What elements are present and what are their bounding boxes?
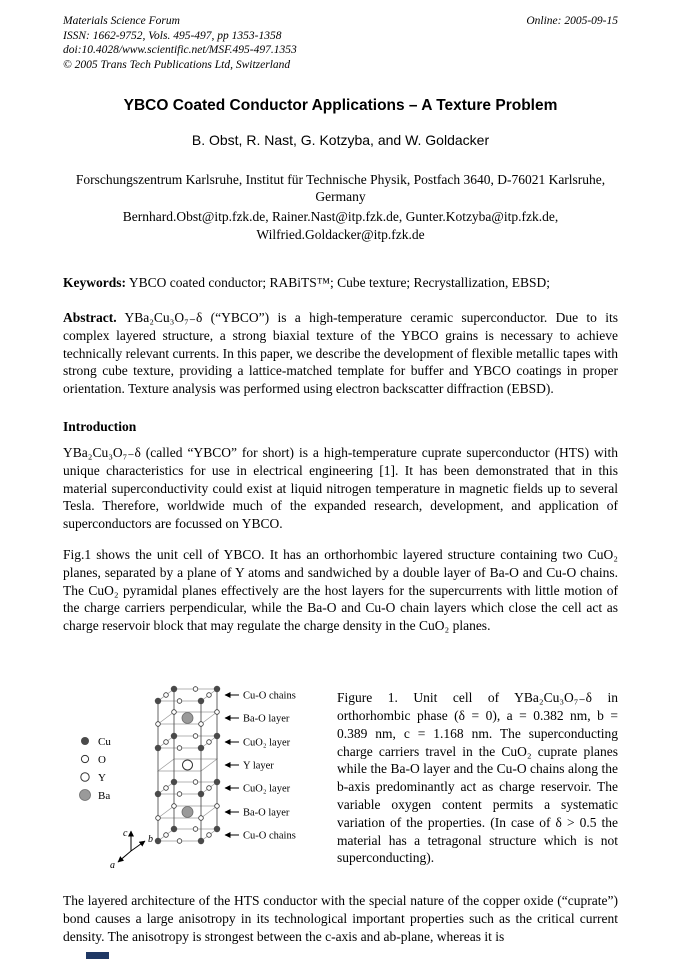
cuo2-lower-atoms — [155, 779, 220, 797]
layer-label-cu-o-top: Cu-O chains — [243, 690, 296, 702]
affiliation: Forschungszentrum Karlsruhe, Institut für Technische Physik, Postfach 3640, D-76021 Karlsruhe, Germany — [75, 171, 606, 205]
layer-labels — [225, 691, 296, 842]
y-legend-icon — [81, 773, 89, 781]
intro-paragraph-2: Fig.1 shows the unit cell of YBCO. It has an orthorhombic layered structure containing two CuO₂ planes, separated by a plane of Y atoms and sandwiched by a double layer of Ba-O and Cu-O chains. The CuO₂ pyramidal planes effectively are the host layers for the supercurrents with little motion of the charge carriers perpendicular, while the Ba-O and Cu-O chain layers which close the cell act as charge reservoir block that may regulate the charge density in the CuO₂ planes. — [63, 547, 618, 634]
layer-label-ba-o-top: Ba-O layer — [243, 713, 290, 725]
doi-line: doi:10.4028/www.scientific.net/MSF.495-497.1353 — [63, 44, 297, 57]
o-legend-icon — [81, 755, 88, 762]
authors-line: B. Obst, R. Nast, G. Kotzyba, and W. Goldacker — [191, 131, 490, 148]
unit-cell-figure — [63, 679, 331, 876]
layer-label-cuo2-top: CuO₂ layer — [243, 737, 291, 749]
cu-o-chain-bottom-atoms — [155, 826, 220, 844]
closing-paragraph: The layered architecture of the HTS conductor with the special nature of the copper oxide (“cuprate”) bond causes a large anisotropy in its technological important properties such as the critical current density. The anisotropy is strongest between the c-axis and ab-plane, whereas it is — [63, 893, 618, 944]
issn-line: ISSN: 1662-9752, Vols. 495-497, pp 1353-1358 — [63, 29, 282, 42]
bottom-edge-artifact — [86, 952, 109, 959]
abstract-label: Abstract. — [63, 309, 117, 325]
cuo2-upper-atoms — [155, 733, 220, 751]
axis-b-label: b — [148, 834, 153, 846]
copyright-line: © 2005 Trans Tech Publications Ltd, Switzerland — [63, 59, 291, 72]
unit-cell-svg — [63, 679, 331, 871]
layer-label-ba-o-bottom: Ba-O layer — [243, 807, 290, 819]
layer-label-cuo2-bottom: CuO₂ layer — [243, 783, 291, 795]
atom-legend — [80, 736, 112, 802]
keywords-label: Keywords: — [63, 275, 126, 291]
paper-title: YBCO Coated Conductor Applications – A Texture Problem — [123, 96, 558, 114]
keywords-text: YBCO coated conductor; RABiTS™; Cube texture; Recrystallization, EBSD; — [126, 275, 551, 291]
ba-legend-label: Ba — [98, 790, 111, 803]
intro-paragraph-1: YBa₂Cu₃O₇₋δ (called “YBCO” for short) is a high-temperature cuprate superconductor (HTS) with unique characteristics for use in electrical engineering [1]. It has been demonstrated that in this material superconductivity could exist at liquid nitrogen temperature in magnetic fields up to several Tesla. Therefore, worldwide much of the expanded research, development, and application of superconductors are focussed on YBCO. — [63, 444, 618, 532]
layer-label-y: Y layer — [243, 760, 274, 772]
online-date: Online: 2005-09-15 — [526, 15, 618, 27]
author-emails: Bernhard.Obst@itp.fzk.de, Rainer.Nast@itp.fzk.de, Gunter.Kotzyba@itp.fzk.de, Wilfried.Goldacker@itp.fzk.de — [122, 208, 559, 242]
axis-c-label: c — [123, 828, 128, 840]
cu-o-chain-top-atoms — [155, 686, 220, 704]
axis-a-label: a — [110, 860, 115, 872]
keywords-paragraph — [63, 274, 618, 292]
cu-legend-icon — [81, 737, 89, 745]
y-legend-label: Y — [98, 772, 106, 785]
figure-1-caption: Figure 1. Unit cell of YBa₂Cu₃O₇₋δ in orthorhombic phase (δ = 0), a = 0.382 nm, b = 0.389 nm, c = 1.168 nm. The superconducting charge carriers travel in the CuO₂ cuprate planes while the Ba-O layer and the Cu-O chains along the b-axis predominantly act as charge reservoir. The variable oxygen content permits a systematic variation of the properties. (In case of δ > 0.5 the material has a tetragonal structure which is not superconducting). — [337, 690, 618, 866]
layer-label-cu-o-bottom: Cu-O chains — [243, 830, 296, 842]
y-layer-atom — [183, 760, 193, 770]
unit-cell-drawing — [155, 686, 220, 844]
introduction-heading: Introduction — [63, 418, 137, 434]
figure-1-row — [63, 679, 618, 876]
journal-name: Materials Science Forum — [63, 15, 180, 27]
crystal-axes-icon — [110, 828, 153, 871]
ba-legend-icon — [80, 790, 91, 801]
cu-legend-label: Cu — [98, 736, 111, 749]
o-legend-label: O — [98, 754, 106, 767]
abstract-text: YBa₂Cu₃O₇₋δ (“YBCO”) is a high-temperature ceramic superconductor. Due to its complex layered structure, a strong biaxial texture of the YBCO grains is necessary to achieve technically relevant currents. In this paper, we describe the development of flexible metallic tapes with strong cube texture, providing a lattice-matched template for buffer and YBCO coatings in proper orientation. Texture analysis was performed using electron backscatter diffraction (EBSD). — [63, 309, 618, 397]
abstract-paragraph — [63, 309, 618, 398]
journal-header — [63, 14, 618, 73]
journal-header-left — [63, 14, 297, 73]
